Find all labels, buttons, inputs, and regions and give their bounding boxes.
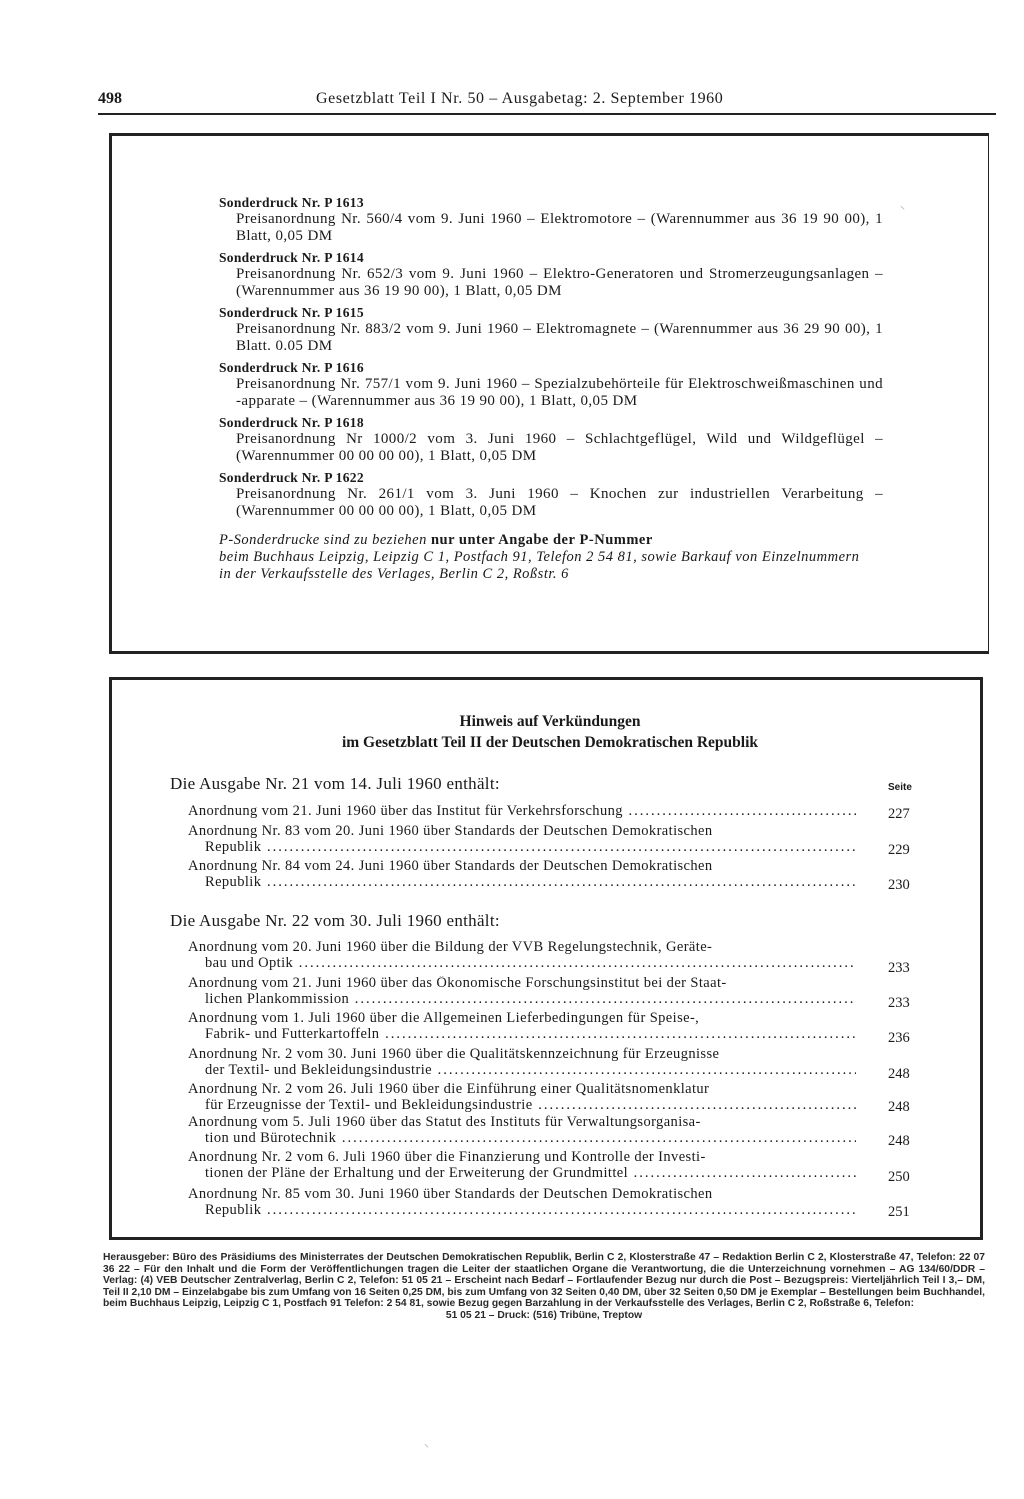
- header-rule: [98, 113, 996, 115]
- toc-item-text: Republik: [205, 1202, 262, 1218]
- toc-item-text: für Erzeugnisse der Textil- und Bekleidungsindustrie: [205, 1097, 533, 1113]
- note-text: P-Sonderdrucke sind zu beziehen: [219, 532, 427, 548]
- toc-item-text: bau und Optik: [205, 955, 294, 971]
- toc-page: 233: [888, 995, 910, 1011]
- toc-item: [188, 1187, 856, 1218]
- toc-item-text: Anordnung vom 21. Juni 1960 über das Ökonomische Forschungsinstitut bei der Staat-: [188, 976, 727, 991]
- toc-item: [188, 1115, 856, 1146]
- sonderdruck-entry: [219, 249, 883, 300]
- sonderdruck-desc: Preisanordnung Nr. 261/1 vom 3. Juni 1960 – Knochen zur industriellen Verarbeitung – (Warennummer 00 00 00 00), 1 Blatt, 0,05 DM: [236, 486, 883, 519]
- issue-title: Die Ausgabe Nr. 22 vom 30. Juli 1960 enthält:: [170, 911, 500, 930]
- sonderdruck-desc: Preisanordnung Nr 1000/2 vom 3. Juni 1960 – Schlachtgeflügel, Wild und Wildgeflügel – (Warennummer 00 00 00 00), 1 Blatt, 0,05 DM: [236, 431, 883, 464]
- seite-label: Seite: [888, 782, 912, 793]
- toc-item: [188, 940, 856, 971]
- toc-item-text: tionen der Pläne der Erhaltung und der Erweiterung der Grundmittel: [205, 1165, 629, 1181]
- toc-item: [188, 1011, 856, 1042]
- imprint-last-line: 51 05 21 – Druck: (516) Tribüne, Treptow: [445, 1309, 643, 1321]
- toc-item-text: Anordnung Nr. 2 vom 30. Juni 1960 über die Qualitätskennzeichnung für Erzeugnisse: [188, 1047, 720, 1062]
- toc-page: 229: [888, 842, 910, 858]
- toc-item-text: Fabrik- und Futterkartoffeln: [205, 1026, 380, 1042]
- hinweis-heading-1: Hinweis auf Verkündungen: [459, 713, 641, 730]
- note-text: P-Nummer: [579, 532, 653, 548]
- page-header: [98, 88, 995, 114]
- note-emphasis: nur unter Angabe der: [430, 532, 576, 548]
- toc-item-text: Anordnung vom 1. Juli 1960 über die Allgemeinen Lieferbedingungen für Speise-,: [188, 1011, 700, 1026]
- scan-mark: ⸌: [900, 205, 905, 216]
- toc-page: 230: [888, 877, 910, 893]
- sonderdruck-label: Sonderdruck Nr. P 1616: [219, 360, 364, 375]
- toc-item-text: Republik: [205, 839, 262, 855]
- sonderdruck-desc: Preisanordnung Nr. 757/1 vom 9. Juni 1960 – Spezialzubehörteile für Elektroschweißmaschinen und -apparate – (Warennummer aus 36 19 90 00), 1 Blatt, 0,05 DM: [236, 376, 883, 409]
- header-title: Gesetzblatt Teil I Nr. 50 – Ausgabetag: 2. September 1960: [316, 90, 724, 107]
- toc-item-text: Anordnung Nr. 2 vom 26. Juli 1960 über die Einführung einer Qualitätsnomenklatur: [188, 1082, 710, 1097]
- sonderdruck-entry: [219, 304, 883, 355]
- sonderdruck-desc: Preisanordnung Nr. 883/2 vom 9. Juni 1960 – Elektromagnete – (Warennummer aus 36 29 90 00), 1 Blatt. 0.05 DM: [236, 321, 883, 354]
- toc-item: [188, 804, 856, 820]
- sonderdruck-entry: [219, 414, 883, 465]
- sonderdruck-label: Sonderdruck Nr. P 1618: [219, 415, 364, 430]
- toc-item-text: Anordnung vom 5. Juli 1960 über das Statut des Instituts für Verwaltungsorganisa-: [188, 1115, 701, 1130]
- sonderdruck-desc: Preisanordnung Nr. 560/4 vom 9. Juni 1960 – Elektromotore – (Warennummer aus 36 19 90 00), 1 Blatt, 0,05 DM: [236, 211, 883, 244]
- toc-item: [188, 859, 856, 890]
- toc-item-text: Anordnung vom 21. Juni 1960 über das Institut für Verkehrsforschung: [188, 804, 623, 819]
- scan-mark: ⸌: [424, 1443, 429, 1454]
- sonderdruck-desc: Preisanordnung Nr. 652/3 vom 9. Juni 1960 – Elektro-Generatoren und Stromerzeugungsanlagen – (Warennummer aus 36 19 90 00), 1 Blatt, 0,05 DM: [236, 266, 883, 299]
- toc-item-text: tion und Bürotechnik: [205, 1130, 337, 1146]
- sonderdruck-entry: [219, 194, 883, 245]
- sonderdruck-label: Sonderdruck Nr. P 1615: [219, 305, 364, 320]
- imprint-text: Herausgeber: Büro des Präsidiums des Ministerrates der Deutschen Demokratischen Republik, Berlin C 2, Klosterstraße 47 – Redaktion Berlin C 2, Klosterstraße 47, Telefon: 22 07 36 22 – Für den Inhalt und die Form der Veröffentlichungen tragen die Leiter der staatlichen Organe die Verantwortung, die die Unterzeichnung vornehmen – AG 134/60/DDR – Verlag: (4) VEB Deutscher Zentralverlag, Berlin C 2, Telefon: 51 05 21 – Erscheint nach Bedarf – Fortlaufender Bezug nur durch die Post – Bezugspreis: Vierteljährlich Teil I 3,– DM, Teil II 2,10 DM – Einzelabgabe bis zum Umfang von 16 Seiten 0,25 DM, bis zum Umfang von 32 Seiten 0,40 DM, über 32 Seiten 0,50 DM je Exemplar – Bestellungen beim Buchhandel, beim Buchhaus Leipzig, Leipzig C 1, Postfach 91 Telefon: 2 54 81, sowie Bezug gegen Barzahlung in der Verkaufsstelle des Verlages, Berlin C 2, Roßstraße 6, Telefon:: [103, 1252, 985, 1310]
- toc-page: 248: [888, 1099, 910, 1115]
- sonderdruck-entry: [219, 469, 883, 520]
- toc-page: 250: [888, 1169, 910, 1185]
- note-text: beim Buchhaus Leipzig, Leipzig C 1, Postfach 91, Telefon 2 54 81, sowie Barkauf von Einzelnummern in der Verkaufsstelle des Verlages, Berlin C 2, Roßstr. 6: [219, 549, 860, 582]
- toc-item: [188, 1082, 856, 1113]
- toc-page: 248: [888, 1133, 910, 1149]
- toc-item: [188, 976, 856, 1007]
- toc-item-text: der Textil- und Bekleidungsindustrie: [205, 1062, 432, 1078]
- sonderdruck-label: Sonderdruck Nr. P 1614: [219, 250, 364, 265]
- hinweis-heading-2: im Gesetzblatt Teil II der Deutschen Demokratischen Republik: [341, 734, 759, 751]
- page-number: 498: [98, 90, 122, 107]
- toc-page: 233: [888, 960, 910, 976]
- imprint: [103, 1252, 985, 1322]
- toc-item-text: Anordnung Nr. 2 vom 6. Juli 1960 über die Finanzierung und Kontrolle der Investi-: [188, 1150, 706, 1165]
- toc-item-text: Anordnung Nr. 85 vom 30. Juni 1960 über Standards der Deutschen Demokratischen: [188, 1187, 713, 1202]
- issue-title: Die Ausgabe Nr. 21 vom 14. Juli 1960 enthält:: [170, 774, 500, 793]
- toc-page: 236: [888, 1030, 910, 1046]
- toc-item: [188, 1047, 856, 1078]
- toc-page: 227: [888, 806, 910, 822]
- toc-item-text: Republik: [205, 874, 262, 890]
- sonderdruck-label: Sonderdruck Nr. P 1622: [219, 470, 364, 485]
- ordering-note: [219, 532, 869, 583]
- toc-page: 251: [888, 1204, 910, 1220]
- sonderdruck-entry: [219, 359, 883, 410]
- toc-item-text: Anordnung Nr. 84 vom 24. Juni 1960 über Standards der Deutschen Demokratischen: [188, 859, 713, 874]
- toc-item-text: Anordnung vom 20. Juni 1960 über die Bildung der VVB Regelungstechnik, Geräte-: [188, 940, 713, 955]
- toc-item: [188, 824, 856, 855]
- toc-item: [188, 1150, 856, 1181]
- toc-item-text: Anordnung Nr. 83 vom 20. Juni 1960 über Standards der Deutschen Demokratischen: [188, 824, 713, 839]
- sonderdruck-label: Sonderdruck Nr. P 1613: [219, 195, 364, 210]
- toc-item-text: lichen Plankommission: [205, 991, 350, 1007]
- toc-page: 248: [888, 1066, 910, 1082]
